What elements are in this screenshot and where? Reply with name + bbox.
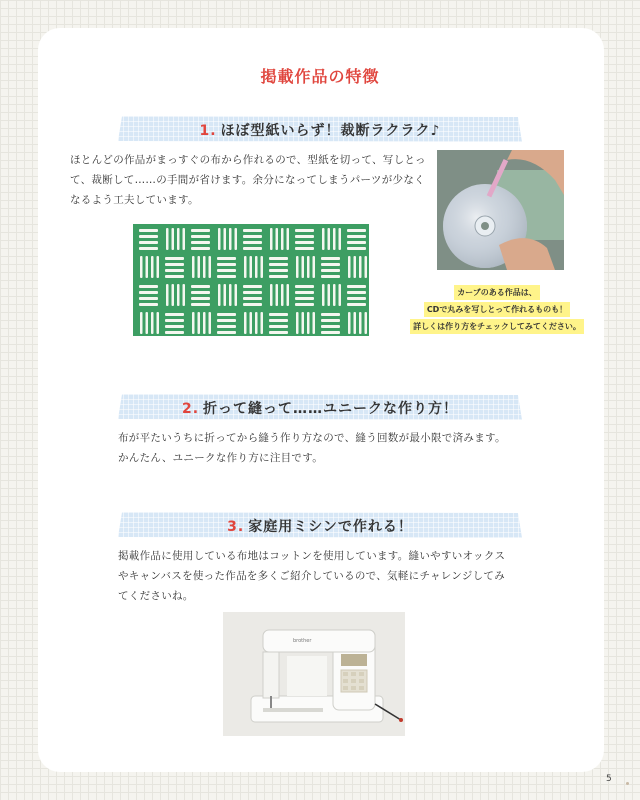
fabric-stripe: [191, 241, 210, 244]
fabric-stripe: [224, 228, 227, 250]
fabric-stripe: [347, 285, 366, 288]
fabric-stripe: [328, 228, 331, 250]
fabric-stripe: [243, 291, 262, 294]
fabric-stripe: [296, 256, 299, 278]
fabric-stripe: [192, 256, 195, 278]
section-1-line: ほとんどの作品がまっすぐの布から作れるので、型紙を切って、写しとっ: [70, 154, 426, 166]
fabric-stripe: [281, 228, 284, 250]
section-3-line: 掲載作品に使用している布地はコットンを使用しています。縫いやすいオックス: [118, 550, 506, 562]
page-number: 5: [606, 774, 612, 784]
fabric-stripe: [365, 256, 368, 278]
fabric-stripe: [307, 256, 310, 278]
fabric-stripe: [165, 275, 184, 278]
fabric-stripe: [270, 284, 273, 306]
fabric-stripe: [321, 331, 340, 334]
fabric-stripe: [321, 325, 340, 328]
fabric-stripe: [139, 285, 158, 288]
fabric-stripe: [165, 257, 184, 260]
fabric-stripe: [295, 247, 314, 250]
callout-text: 詳しくは作り方をチェックしてみてください。: [410, 319, 584, 334]
fabric-stripe: [321, 269, 340, 272]
fabric-stripe: [295, 285, 314, 288]
fabric-stripe: [217, 263, 236, 266]
section-3-number: 3.: [227, 519, 245, 535]
fabric-stripe: [243, 247, 262, 250]
callout-text: カーブのある作品は、: [454, 285, 540, 300]
fabric-stripe: [243, 241, 262, 244]
fabric-stripe: [295, 303, 314, 306]
page-title: 掲載作品の特徴: [260, 67, 380, 86]
fabric-stripe: [250, 312, 253, 334]
fabric-stripe: [139, 229, 158, 232]
fabric-stripe: [217, 257, 236, 260]
fabric-stripe: [276, 284, 279, 306]
fabric-stripe: [269, 313, 288, 316]
fabric-stripe: [287, 228, 290, 250]
fabric-stripe: [347, 241, 366, 244]
fabric-stripe: [209, 256, 212, 278]
fabric-stripe: [347, 297, 366, 300]
section-3-heading: [0, 516, 640, 536]
fabric-stripe: [191, 297, 210, 300]
fabric-stripe: [218, 284, 221, 306]
fabric-stripe: [177, 228, 180, 250]
fabric-stripe: [321, 263, 340, 266]
fabric-stripe: [165, 263, 184, 266]
fabric-stripe: [235, 228, 238, 250]
fabric-stripe: [217, 331, 236, 334]
section-3-line: やキャンバスを使った作品を多くご紹介しているので、気軽にチャレンジしてみ: [118, 570, 506, 582]
fabric-stripe: [140, 312, 143, 334]
fabric-stripe: [276, 228, 279, 250]
section-1-line: て、裁断して……の手間が省けます。余分になってしまうパーツが少なく: [70, 174, 425, 186]
fabric-stripe: [255, 256, 258, 278]
fabric-stripe: [347, 247, 366, 250]
fabric-stripe: [172, 284, 175, 306]
fabric-stripe: [339, 228, 342, 250]
section-2-line: 布が平たいうちに折ってから縫う作り方なので、縫う回数が最小限で済みます。: [118, 432, 506, 444]
fabric-stripe: [347, 229, 366, 232]
fabric-stripe: [348, 312, 351, 334]
section-3-title: 家庭用ミシンで作れる！: [248, 519, 413, 535]
fabric-stripe: [166, 284, 169, 306]
fabric-stripe: [359, 256, 362, 278]
fabric-stripe: [139, 241, 158, 244]
section-3-line: てくださいね。: [118, 590, 194, 602]
fabric-stripe: [347, 235, 366, 238]
brand-label: brother: [293, 638, 312, 644]
fabric-stripe: [217, 269, 236, 272]
fabric-stripe: [354, 312, 357, 334]
cd-callout-line: [390, 314, 604, 334]
fabric-stripe: [192, 312, 195, 334]
fabric-stripe: [261, 312, 264, 334]
fabric-stripe: [165, 331, 184, 334]
fabric-stripe: [166, 228, 169, 250]
cd-tracing-photo: [437, 150, 564, 270]
fabric-stripe: [255, 312, 258, 334]
fabric-stripe: [203, 312, 206, 334]
fabric-stripe: [157, 312, 160, 334]
fabric-stripe: [177, 284, 180, 306]
fabric-stripe: [157, 256, 160, 278]
fabric-stripe: [217, 313, 236, 316]
fabric-stripe: [313, 312, 316, 334]
fabric-stripe: [269, 257, 288, 260]
section-2-body: [118, 428, 538, 468]
fabric-stripe: [287, 284, 290, 306]
fabric-stripe: [243, 303, 262, 306]
fabric-stripe: [183, 228, 186, 250]
fabric-stripe: [269, 325, 288, 328]
fabric-stripe: [269, 275, 288, 278]
sewing-machine-photo: [223, 612, 405, 736]
fabric-stripe: [191, 229, 210, 232]
fabric-stripe: [191, 291, 210, 294]
fabric-stripe: [321, 319, 340, 322]
fabric-stripe: [191, 235, 210, 238]
fabric-stripe: [250, 256, 253, 278]
fabric-stripe: [328, 284, 331, 306]
section-1-number: 1.: [199, 123, 217, 139]
section-2-heading: [0, 398, 640, 418]
fabric-stripe: [191, 247, 210, 250]
sewing-machine-illustration: [223, 612, 405, 736]
fabric-stripe: [139, 247, 158, 250]
fabric-stripe: [243, 229, 262, 232]
fabric-stripe: [203, 256, 206, 278]
fabric-stripe: [296, 312, 299, 334]
basketweave-pattern: [133, 224, 369, 336]
section-1-body: [70, 150, 430, 210]
section-2-line: かんたん、ユニークな作り方に注目です。: [118, 452, 323, 464]
fabric-stripe: [224, 284, 227, 306]
fabric-stripe: [322, 228, 325, 250]
fabric-stripe: [302, 256, 305, 278]
fabric-stripe: [191, 303, 210, 306]
fabric-stripe: [146, 256, 149, 278]
fabric-stripe: [146, 312, 149, 334]
cd-photo-illustration: [437, 150, 564, 270]
fabric-stripe: [244, 256, 247, 278]
fabric-stripe: [172, 228, 175, 250]
fabric-stripe: [321, 313, 340, 316]
fabric-stripe: [333, 228, 336, 250]
fabric-swatch-image: [133, 224, 369, 336]
fabric-stripe: [365, 312, 368, 334]
section-1-heading: [0, 120, 640, 140]
fabric-stripe: [348, 256, 351, 278]
fabric-stripe: [295, 235, 314, 238]
section-3-body: [118, 546, 538, 606]
fabric-stripe: [183, 284, 186, 306]
fabric-stripe: [322, 284, 325, 306]
fabric-stripe: [243, 297, 262, 300]
fabric-stripe: [295, 297, 314, 300]
fabric-stripe: [269, 263, 288, 266]
fabric-stripe: [347, 291, 366, 294]
fabric-stripe: [218, 228, 221, 250]
section-1-title: ほぼ型紙いらず！裁断ラクラク♪: [220, 123, 441, 139]
fabric-stripe: [209, 312, 212, 334]
section-2-title: 折って縫って……ユニークな作り方！: [203, 401, 459, 417]
section-2-number: 2.: [181, 401, 200, 417]
fabric-stripe: [165, 313, 184, 316]
fabric-stripe: [243, 235, 262, 238]
section-1-line: なるよう工夫しています。: [70, 194, 199, 206]
fabric-stripe: [191, 285, 210, 288]
fabric-stripe: [359, 312, 362, 334]
fabric-stripe: [321, 275, 340, 278]
fabric-stripe: [151, 312, 154, 334]
fabric-stripe: [269, 269, 288, 272]
callout-text: CDで丸みを写しとって作れるものも！: [424, 302, 570, 317]
fabric-stripe: [295, 229, 314, 232]
fabric-stripe: [307, 312, 310, 334]
fabric-stripe: [229, 228, 232, 250]
fabric-stripe: [235, 284, 238, 306]
fabric-stripe: [243, 285, 262, 288]
fabric-stripe: [165, 319, 184, 322]
fabric-stripe: [165, 269, 184, 272]
fabric-stripe: [198, 256, 201, 278]
fabric-stripe: [217, 325, 236, 328]
decorative-dot: [626, 782, 629, 785]
fabric-stripe: [217, 275, 236, 278]
fabric-stripe: [165, 325, 184, 328]
fabric-stripe: [261, 256, 264, 278]
fabric-stripe: [339, 284, 342, 306]
fabric-stripe: [270, 228, 273, 250]
fabric-stripe: [217, 319, 236, 322]
fabric-stripe: [281, 284, 284, 306]
fabric-stripe: [139, 297, 158, 300]
fabric-stripe: [295, 241, 314, 244]
fabric-stripe: [269, 331, 288, 334]
fabric-stripe: [321, 257, 340, 260]
fabric-stripe: [139, 303, 158, 306]
fabric-stripe: [198, 312, 201, 334]
fabric-stripe: [354, 256, 357, 278]
fabric-stripe: [295, 291, 314, 294]
fabric-stripe: [302, 312, 305, 334]
fabric-stripe: [151, 256, 154, 278]
fabric-stripe: [333, 284, 336, 306]
fabric-stripe: [229, 284, 232, 306]
fabric-stripe: [269, 319, 288, 322]
fabric-stripe: [244, 312, 247, 334]
fabric-stripe: [347, 303, 366, 306]
fabric-stripe: [140, 256, 143, 278]
fabric-stripe: [139, 291, 158, 294]
fabric-stripe: [313, 256, 316, 278]
fabric-stripe: [139, 235, 158, 238]
